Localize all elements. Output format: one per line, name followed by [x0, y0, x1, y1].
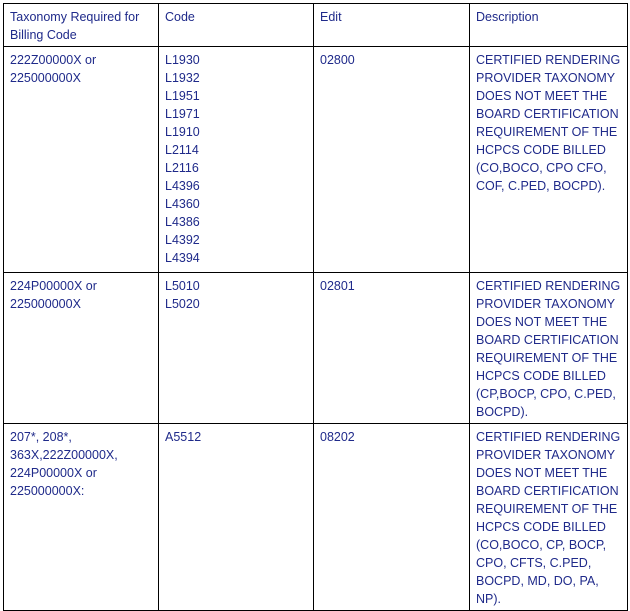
header-edit: Edit — [314, 4, 470, 47]
edit-cell: 02800 — [314, 47, 470, 273]
code-item: L4392 — [165, 233, 200, 247]
code-item: L1971 — [165, 107, 200, 121]
taxonomy-cell: 207*, 208*, 363X,222Z00000X, 224P00000X or 225000000X: — [4, 424, 159, 611]
code-item: L1951 — [165, 89, 200, 103]
edit-cell: 08202 — [314, 424, 470, 611]
code-item: L2114 — [165, 143, 199, 157]
code-item: A5512 — [165, 430, 202, 444]
taxonomy-cell: 224P00000X or 225000000X — [4, 273, 159, 424]
header-row — [4, 4, 628, 47]
code-item: L5010 — [165, 279, 200, 293]
description-cell: CERTIFIED RENDERING PROVIDER TAXONOMY DOES NOT MEET THE BOARD CERTIFICATION REQUIREMENT OF THE HCPCS CODE BILLED (CO,BOCO, CPO CFO, COF, C.PED, BOCPD). — [470, 47, 628, 273]
taxonomy-edit-table — [3, 3, 628, 611]
header-taxonomy: Taxonomy Required for Billing Code — [4, 4, 159, 47]
code-item: L1910 — [165, 125, 200, 139]
header-code: Code — [159, 4, 314, 47]
code-item: L1932 — [165, 71, 200, 85]
taxonomy-cell: 222Z00000X or 225000000X — [4, 47, 159, 273]
code-item: L4396 — [165, 179, 200, 193]
code-item: L4386 — [165, 215, 200, 229]
code-cell — [159, 424, 314, 611]
code-item: L2116 — [165, 161, 199, 175]
table-row — [4, 47, 628, 273]
code-cell — [159, 47, 314, 273]
code-item: L4360 — [165, 197, 200, 211]
code-item: L4394 — [165, 251, 200, 265]
table-row — [4, 273, 628, 424]
description-cell: CERTIFIED RENDERING PROVIDER TAXONOMY DOES NOT MEET THE BOARD CERTIFICATION REQUIREMENT OF THE HCPCS CODE BILLED (CO,BOCO, CP, BOCP, CPO, CFTS, C.PED, BOCPD, MD, DO, PA, NP). — [470, 424, 628, 611]
table-row — [4, 424, 628, 611]
description-cell: CERTIFIED RENDERING PROVIDER TAXONOMY DOES NOT MEET THE BOARD CERTIFICATION REQUIREMENT OF THE HCPCS CODE BILLED (CP,BOCP, CPO, C.PED, BOCPD). — [470, 273, 628, 424]
code-item: L5020 — [165, 297, 200, 311]
header-description: Description — [470, 4, 628, 47]
edit-cell: 02801 — [314, 273, 470, 424]
code-item: L1930 — [165, 53, 200, 67]
code-cell — [159, 273, 314, 424]
